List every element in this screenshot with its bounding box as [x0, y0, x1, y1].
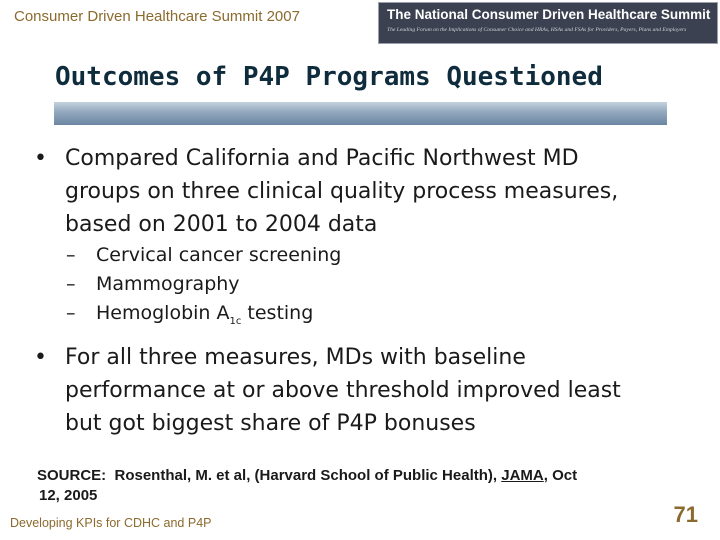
sub-item-subscript: 1c [229, 315, 242, 327]
sub-item-text: Cervical cancer screening [96, 244, 342, 266]
sub-item-text: Hemoglobin A [96, 302, 230, 324]
bullet-2-line-1: For all three measures, MDs with baseline [65, 345, 526, 370]
sub-item-cervical [66, 241, 341, 270]
bullet-marker: • [34, 345, 47, 370]
bullet-1-line-2: groups on three clinical quality process measures, [65, 179, 619, 204]
footer-title: Developing KPIs for CDHC and P4P [10, 516, 212, 530]
slide-title: Outcomes of P4P Programs Questioned [55, 62, 603, 92]
page-number: 71 [673, 502, 698, 527]
source-prefix: SOURCE: Rosenthal, M. et al, (Harvard School of Public Health), [37, 467, 502, 484]
sub-dash: – [66, 244, 76, 266]
bullet-1-line-3: based on 2001 to 2004 data [65, 212, 378, 237]
source-date: 12, 2005 [39, 487, 98, 504]
sub-dash: – [66, 273, 76, 295]
summit-banner-logo [378, 2, 718, 44]
sub-dash: – [66, 302, 76, 324]
bullet-1-line-1: Compared California and Pacific Northwest MD [65, 146, 579, 171]
bullet-2-line-3: but got biggest share of P4P bonuses [65, 411, 476, 436]
source-journal: JAMA [501, 467, 544, 484]
sub-item-text: Mammography [96, 273, 240, 295]
sub-item-hemoglobin [66, 299, 313, 336]
summit-header-text: Consumer Driven Healthcare Summit 2007 [14, 8, 300, 25]
bullet-2-line-2: performance at or above threshold improved least [65, 378, 621, 403]
sub-item-mammography [66, 270, 240, 299]
banner-subtitle: The Leading Forum on the Implications of Consumer Choice and HRAs, HSAs and FSAs for Providers, Payers, Plans and Employers [387, 27, 687, 33]
sub-item-text-after: testing [241, 302, 314, 324]
source-citation [37, 466, 577, 506]
bullet-marker: • [34, 146, 47, 171]
banner-title: The National Consumer Driven Healthcare Summit [387, 7, 711, 22]
source-suffix: , Oct [543, 467, 578, 484]
title-underline-bar [54, 102, 667, 125]
